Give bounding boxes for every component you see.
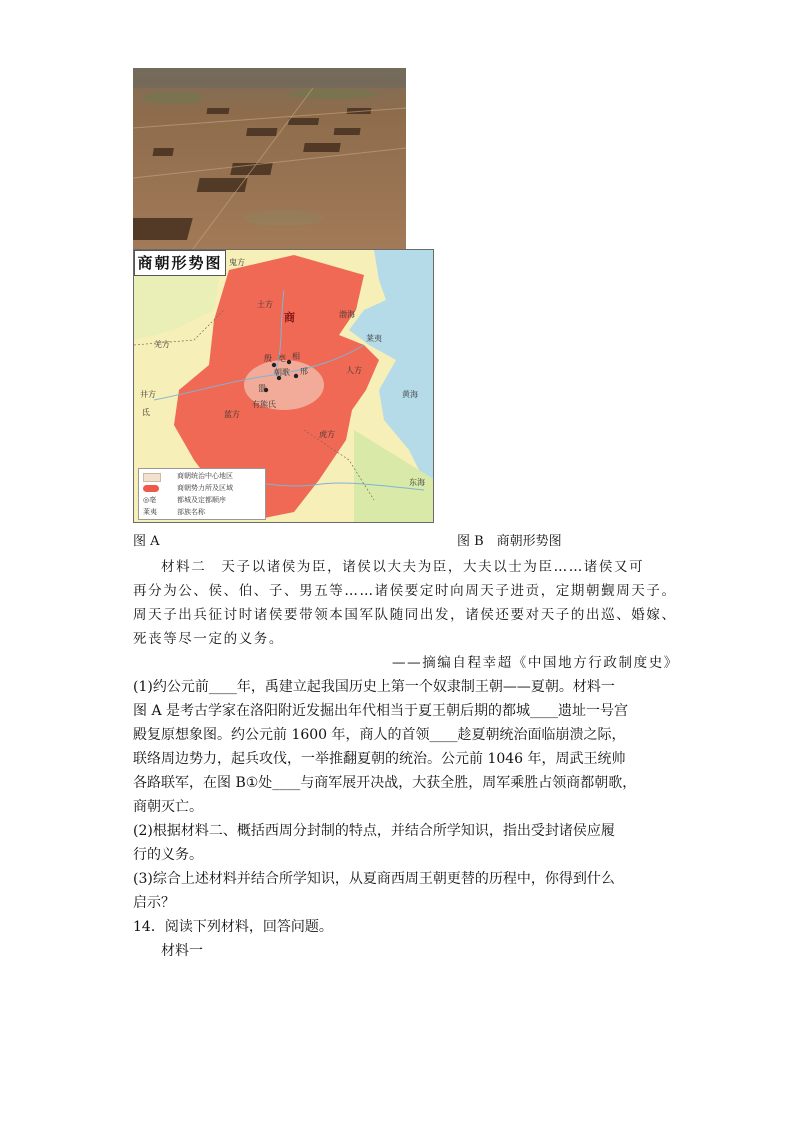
map-label-renfang: 人方	[346, 366, 362, 375]
map-label-huanghai: 黄海	[402, 390, 418, 399]
map-label-hu: 虎方	[319, 430, 335, 439]
material2-line: 死丧等尽一定的义务。	[133, 631, 284, 647]
legend-label: 部族名称	[177, 508, 205, 516]
map-label-laiyi: 莱夷	[366, 334, 382, 343]
map-label-bo: 亳	[278, 354, 286, 363]
question-line: (2)根据材料二、概括西周分封制的特点，并结合所学知识，指出受封诸侯应履	[133, 823, 615, 839]
map-label-guifang: 鬼方	[229, 258, 245, 267]
question-line: (1)约公元前____年，禹建立起我国历史上第一个奴隶制王朝——夏朝。材料一	[133, 679, 615, 695]
material2-line: 材料二 天子以诸侯为臣，诸侯以大夫为臣，大夫以士为臣……诸侯又可	[161, 559, 645, 575]
question-line: 各路联军，在图 B①处____与商军展开决战，大获全胜，周军乘胜占领商都朝歌，	[133, 775, 637, 791]
material2-source: ——摘编自程幸超《中国地方行政制度史》	[392, 655, 679, 671]
question-line: 启示？	[133, 895, 175, 911]
map-label-yin: 殷	[264, 354, 272, 363]
figure-b-map	[133, 249, 434, 523]
map-label-zhaoge: 朝歌	[274, 368, 290, 377]
map-label-tufang: 土方	[257, 300, 273, 309]
map-label-chi: 氐	[142, 408, 150, 417]
figure-b-caption: 图 B 商朝形势图	[457, 534, 562, 549]
question-line: 材料一	[147, 943, 203, 959]
map-label-youxiongshi: 有熊氏	[252, 400, 276, 409]
legend-mark-capital: ◎亳	[143, 496, 157, 504]
question-line: 殿复原想象图。约公元前 1600 年，商人的首领____趁夏朝统治面临崩溃之际，	[133, 727, 626, 743]
map-label-xing: 邢	[300, 367, 308, 376]
map-label-ao: 嚣	[258, 384, 266, 393]
question-line: 商朝灭亡。	[133, 799, 203, 815]
legend-swatch	[143, 485, 159, 492]
figure-a-caption: 图 A	[133, 534, 160, 549]
map-title: 商朝形势图	[134, 250, 226, 276]
map-legend	[138, 468, 266, 520]
map-label-shang: 商	[284, 311, 295, 324]
map-label-donghai: 东海	[409, 478, 425, 487]
map-label-xiang: 相	[292, 352, 300, 361]
legend-label: 商朝统治中心地区	[177, 472, 233, 480]
question-line: (3)综合上述材料并结合所学知识，从夏商西周王朝更替的历程中，你得到什么	[133, 871, 615, 887]
question-line: 联络周边势力，起兵攻伐，一举推翻夏朝的统治。公元前 1046 年，周武王统帅	[133, 751, 626, 767]
map-label-bohai: 渤海	[339, 310, 355, 319]
figure-a-photo	[133, 68, 406, 249]
legend-label: 都城及定都顺序	[177, 496, 226, 504]
material2-line: 再分为公、侯、伯、子、男五等……诸侯要定时向周天子进贡，定期朝觐周天子。	[133, 583, 677, 599]
map-label-qiangfang: 羌方	[154, 340, 170, 349]
question-line: 图 A 是考古学家在洛阳附近发掘出年代相当于夏王朝后期的都城____遗址一号宫	[133, 703, 629, 719]
question-line: 行的义务。	[133, 847, 203, 863]
legend-label: 商朝势力所及区域	[177, 484, 233, 492]
map-label-jingfang: 井方	[140, 390, 156, 399]
material2-line: 周天子出兵征讨时诸侯要带领本国军队随同出发，诸侯还要对天子的出巡、婚嫁、	[133, 607, 677, 623]
legend-swatch	[143, 473, 161, 482]
question-line: 14．阅读下列材料，回答问题。	[133, 919, 333, 935]
legend-mark-tribe: 莱夷	[143, 508, 157, 516]
map-label-lanfang: 蓝方	[224, 410, 240, 419]
